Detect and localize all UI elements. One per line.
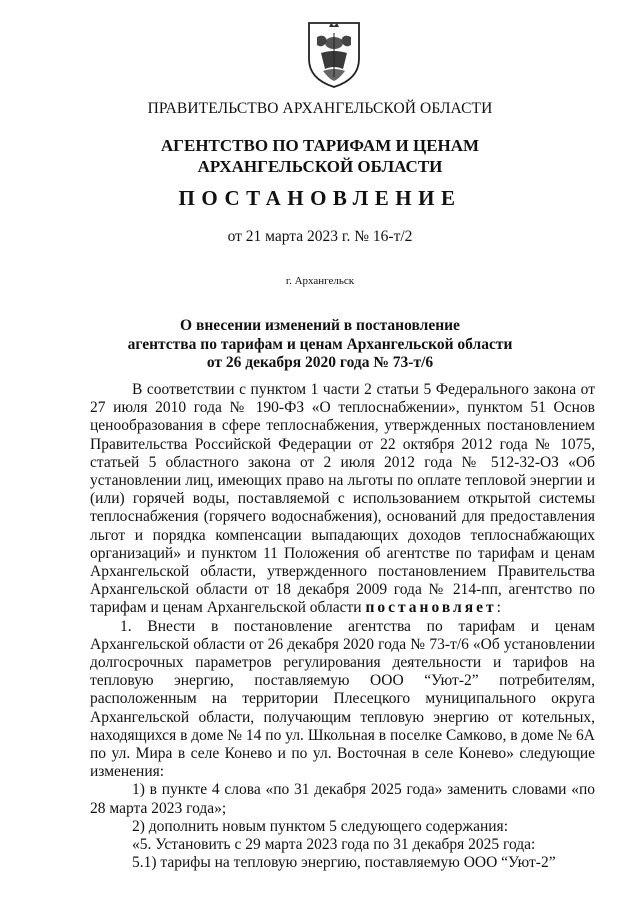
- clause-5-paragraph: «5. Установить с 29 марта 2023 года по 31 декабря 2025 года:: [132, 836, 536, 854]
- resolves-word: постановляет: [365, 599, 497, 617]
- clause-1-paragraph: 1. Внести в постановление агентства по тарифам и ценам Архангельской области от 26 декабря 2020 года № 73-т/6 «Об установлении долгосрочных параметров регулирования деятельности и тарифов на тепловую энергию, поставляемую ООО “Уют-2” потребителям, расположенным на территории Плесецкого муниципального округа Архангельской области, получающим тепловую энергию от котельных, находящихся в доме № 14 по ул. Школьная в поселке Самково, в доме № 6А по ул. Мира в селе Конево и по ул. Восточная в селе Конево» следующие изменения:: [90, 617, 595, 781]
- document-body: [90, 381, 595, 872]
- document-city: г. Архангельск: [285, 275, 355, 287]
- coat-of-arms-emblem: [303, 19, 365, 89]
- document-title: ПОСТАНОВЛЕНИЕ: [178, 186, 462, 210]
- agency-name: [0, 135, 640, 177]
- subject-line3: от 26 декабря 2020 года № 73-т/6: [206, 354, 434, 371]
- clause-1-2-paragraph: 2) дополнить новым пунктом 5 следующего содержания:: [132, 817, 508, 835]
- agency-name-line1: АГЕНТСТВО ПО ТАРИФАМ И ЦЕНАМ: [160, 136, 480, 155]
- clause-1-1-paragraph: 1) в пункте 4 слова «по 31 декабря 2025 года» заменить словами «по 28 марта 2023 года»;: [90, 781, 595, 817]
- agency-name-line2: АРХАНГЕЛЬСКОЙ ОБЛАСТИ: [197, 157, 443, 176]
- document-date-number: от 21 марта 2023 г. № 16-т/2: [227, 228, 413, 245]
- subject-line2: агентства по тарифам и ценам Архангельской области: [127, 335, 513, 353]
- resolves-colon: :: [496, 599, 501, 617]
- preamble-paragraph: [90, 381, 595, 618]
- government-name: ПРАВИТЕЛЬСТВО АРХАНГЕЛЬСКОЙ ОБЛАСТИ: [147, 100, 493, 117]
- document-subject: [0, 317, 640, 373]
- subject-line1: О внесении изменений в постановление: [180, 317, 460, 334]
- clause-5-1-paragraph: 5.1) тарифы на тепловую энергию, поставляемую ООО “Уют-2”: [132, 854, 556, 872]
- preamble-text: В соответствии с пунктом 1 части 2 статьи 5 Федерального закона от 27 июля 2010 года № 190-ФЗ «О теплоснабжении», пунктом 51 Основ ценообразования в сфере теплоснабжения, утвержденных постановлением Правительства Российской Федерации от 22 октября 2012 года № 1075, статьей 5 областного закона от 2 июля 2012 года № 512-32-ОЗ «Об установлении лиц, имеющих право на льготы по оплате тепловой энергии и (или) горячей воды, поставляемой с использованием открытой системы теплоснабжения (горячего водоснабжения), оснований для предоставления льгот и порядка компенсации выпадающих доходов теплоснабжающих организаций» и пунктом 11 Положения об агентстве по тарифам и ценам Архангельской области, утвержденного постановлением Правительства Архангельской области от 18 декабря 2009 года № 214-пп, агентство по тарифам и ценам Архангельской области: [90, 381, 595, 617]
